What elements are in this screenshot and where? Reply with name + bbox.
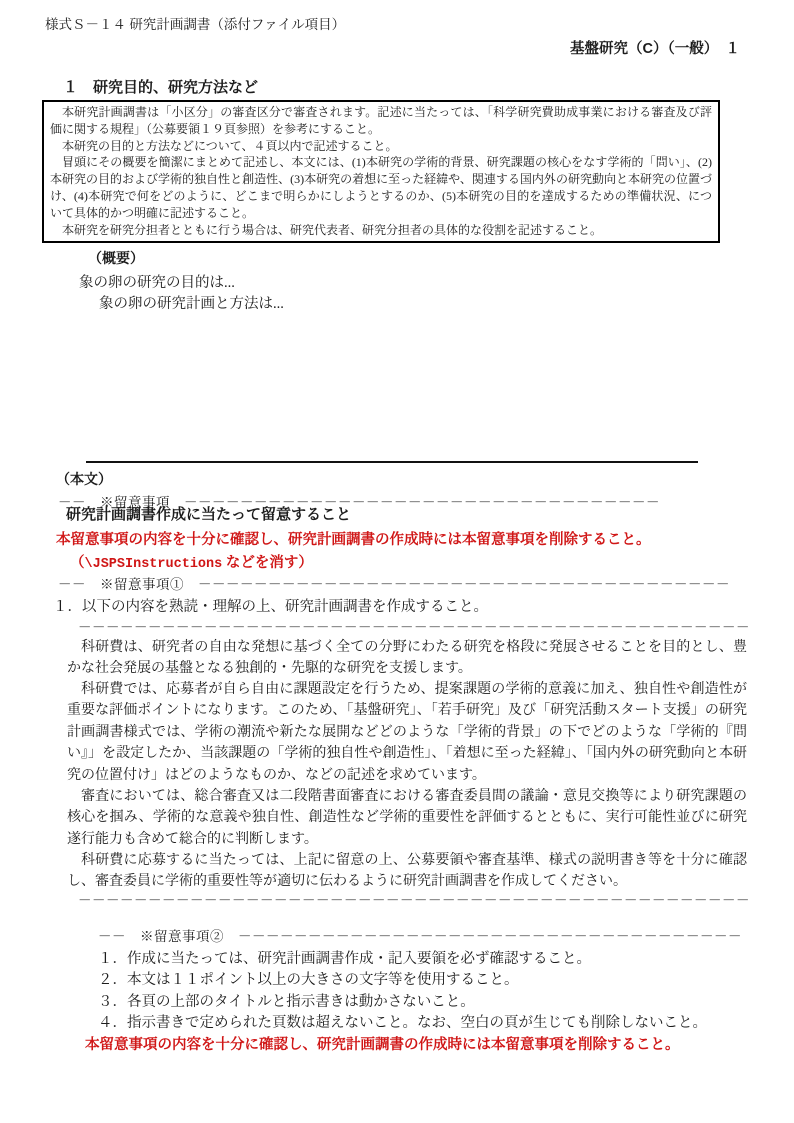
body-paragraph-kakenhi-purpose: 科研費は、研究者の自由な発想に基づく全ての分野にわたる研究を格段に発展させることを目的とし、豊かな社会発展の基盤となる独創的・先駆的な研究を支援します。	[67, 640, 747, 677]
instruction-paragraph: 本研究の目的と方法などについて、４頁以内で記述すること。	[62, 138, 398, 153]
notice-2-item: ３．各頁の上部のタイトルと指示書きは動かさないこと。	[98, 994, 475, 1010]
notice-dashed-header: －－ ※留意事項 －－－－－－－－－－－－－－－－－－－－－－－－－－－－－－－－－－	[58, 495, 660, 510]
instruction-paragraph: 本研究を研究分担者とともに行う場合は、研究代表者、研究分担者の具体的な役割を記述すること。	[62, 222, 603, 237]
notice-1-item: １．以下の内容を熟読・理解の上、研究計画調書を作成すること。	[53, 599, 488, 615]
overview-purpose-line: 象の卵の研究の目的は...	[79, 275, 235, 291]
dashed-separator: －－－－－－－－－－－－－－－－－－－－－－－－－－－－－－－－－－－－－－－－－－－－－－－－	[78, 893, 750, 908]
section-divider-rule	[86, 461, 698, 463]
section-1-heading: １ 研究目的、研究方法など	[63, 79, 259, 96]
final-delete-warning: 本留意事項の内容を十分に確認し、研究計画調書の作成時には本留意事項を削除すること。	[85, 1037, 680, 1053]
jsps-latex-command: \JSPSInstructions	[84, 557, 223, 572]
notice-title: 研究計画調書作成に当たって留意すること	[66, 506, 352, 523]
instruction-box	[42, 100, 720, 243]
form-number-label: 様式Ｓ－１４ 研究計画調書（添付ファイル項目）	[45, 17, 346, 32]
notice-2-item: １．作成に当たっては、研究計画調書作成・記入要領を必ず確認すること。	[98, 951, 591, 967]
body-paragraph-review-process: 審査においては、総合審査又は二段階書面審査における審査委員間の議論・意見交換等により研究課題の核心を掴み、学術的な意義や独自性、創造性など学術的重要性を評価するとともに、実行可能性並びに研究遂行能力も含めて総合的に判断します。	[67, 789, 747, 847]
jsps-open-paren: （	[70, 555, 85, 571]
overview-method-line: 象の卵の研究計画と方法は...	[99, 296, 284, 312]
overview-label: （概要）	[88, 250, 144, 266]
research-category-label: 基盤研究（C）（一般） １	[570, 41, 740, 57]
notice-1-dashed-header: －－ ※留意事項① －－－－－－－－－－－－－－－－－－－－－－－－－－－－－－－－－－－－－－	[58, 577, 730, 592]
notice-2-item: ２．本文は１１ポイント以上の大きさの文字等を使用すること。	[98, 972, 519, 988]
notice-2-item: ４．指示書きで定められた頁数は超えないこと。なお、空白の頁が生じても削除しないこと。	[98, 1015, 707, 1031]
dashed-separator: －－－－－－－－－－－－－－－－－－－－－－－－－－－－－－－－－－－－－－－－－－－－－－－－	[78, 620, 750, 635]
body-paragraph-application-advice: 科研費に応募するに当たっては、上記に留意の上、公募要領や審査基準、様式の説明書き等を十分に確認し、審査委員に学術的重要性等が適切に伝わるように研究計画調書を作成してください。	[67, 853, 747, 890]
jsps-close-text: などを消す）	[222, 555, 313, 571]
instruction-paragraph: 冒頭にその概要を簡潔にまとめて記述し、本文には、(1)本研究の学術的背景、研究課題の核心をなす学術的「問い」、(2)本研究の目的および学術的独自性と創造性、(3)本研究の着想に至った経緯や、関連する国内外の研究動向と本研究の位置づけ、(4)本研究で何をどのように、どこまで明らかにしようとするのか、(5)本研究の目的を達成するための準備状況、について具体的かつ明確に記述すること。	[50, 155, 712, 220]
instruction-paragraph: 本研究計画調書は「小区分」の審査区分で審査されます。記述に当たっては、「科学研究費助成事業における審査及び評価に関する規程」（公募要領１９頁参照）を参考にすること。	[50, 105, 712, 136]
notice-2-dashed-header: －－ ※留意事項② －－－－－－－－－－－－－－－－－－－－－－－－－－－－－－－－－－－－	[98, 929, 742, 944]
main-text-label: （本文）	[56, 471, 112, 487]
body-paragraph-evaluation-points: 科研費では、応募者が自ら自由に課題設定を行うため、提案課題の学術的意義に加え、独自性や創造性が重要な評価ポイントになります。このため、「基盤研究」、「若手研究」及び「研究活動スタート支援」の研究計画調書様式では、学術の潮流や新たな展開などどのような「学術的背景」の下でどのような「学術的『問い』」を設定したか、当該課題の「学術的独自性や創造性」、「着想に至った経緯」、「国内外の研究動向と本研究の位置付け」はどのようなものか、などの記述を求めています。	[67, 682, 747, 783]
jsps-instructions-note	[70, 551, 313, 572]
delete-notice-warning: 本留意事項の内容を十分に確認し、研究計画調書の作成時には本留意事項を削除すること。	[56, 532, 651, 548]
